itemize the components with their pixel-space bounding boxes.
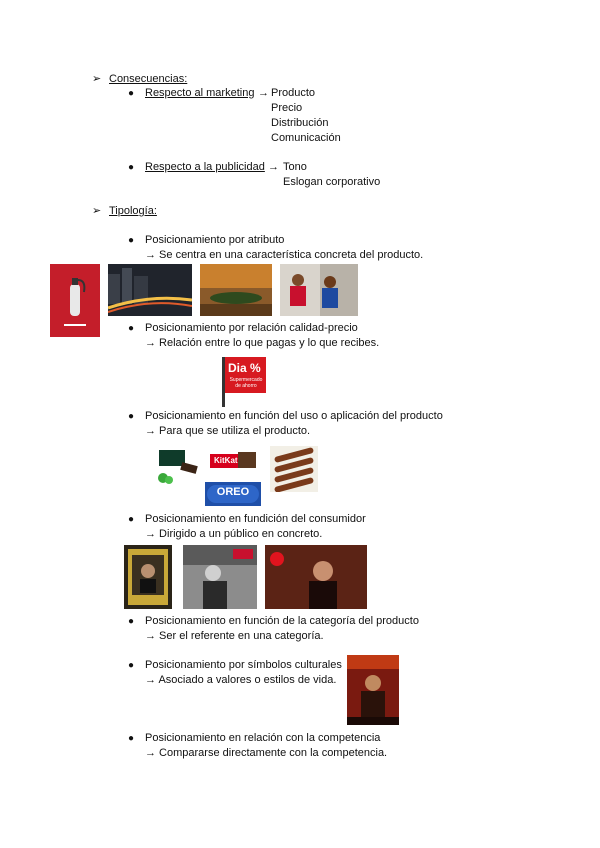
bullet-publicidad: ●: [128, 162, 135, 173]
type-description: → Compararse directamente con la competencia.: [145, 747, 388, 759]
marketing-item: Distribución: [271, 117, 329, 129]
type-title: Posicionamiento por símbolos culturales: [145, 659, 342, 671]
type-title: Posicionamiento en fundición del consumidor: [145, 513, 366, 525]
marketing-item: Comunicación: [271, 132, 341, 144]
bullet-type: ●: [128, 235, 135, 246]
section-marker-consecuencias: ➢: [92, 73, 102, 85]
oreo-label: OREO: [216, 486, 250, 498]
type-description: → Ser el referente en una categoría.: [145, 630, 324, 642]
type-title: Posicionamiento por relación calidad-precio: [145, 322, 358, 334]
mint-chocolate-image: [153, 446, 201, 486]
label-publicidad: Respecto a la publicidad: [145, 161, 265, 173]
bullet-marketing: ●: [128, 88, 135, 99]
landscape-ad-image: [200, 264, 272, 316]
heading-tipologia: Tipología:: [109, 205, 157, 217]
type-description: → Asociado a valores o estilos de vida.: [145, 674, 337, 686]
consumer-ad-image-1: [124, 545, 172, 609]
section-marker-tipologia: ➢: [92, 205, 102, 217]
consumer-ad-image-2: [183, 545, 257, 609]
dia-logo-image: [220, 355, 268, 407]
bullet-type: ●: [128, 323, 135, 334]
pretzel-snacks-image: [270, 446, 318, 492]
bullet-type: ●: [128, 660, 135, 671]
marketing-item: Producto: [271, 87, 316, 99]
type-title: Posicionamiento en función del uso o aplicación del producto: [145, 410, 443, 422]
soccer-players-image: [280, 264, 358, 316]
cultural-symbol-ad-image: [347, 655, 399, 725]
type-description: → Dirigido a un público en concreto.: [145, 528, 323, 540]
type-title: Posicionamiento por atributo: [145, 234, 285, 246]
bullet-type: ●: [128, 616, 135, 627]
bullet-type: ●: [128, 733, 135, 744]
bullet-type: ●: [128, 411, 135, 422]
label-marketing: Respecto al marketing: [145, 87, 255, 99]
type-description: → Para que se utiliza el producto.: [145, 425, 311, 437]
extinguisher-ad-image: [50, 264, 100, 337]
publicidad-item: Tono: [283, 161, 307, 173]
kitkat-image: [208, 448, 258, 474]
type-title: Posicionamiento en función de la categoría del producto: [145, 615, 419, 627]
arrow-publicidad: →: [268, 161, 279, 173]
type-description: → Relación entre lo que pagas y lo que recibes.: [145, 337, 380, 349]
consumer-ad-image-3: [265, 545, 367, 609]
type-description: → Se centra en una característica concreta del producto.: [145, 249, 424, 261]
city-traffic-image: [108, 264, 192, 316]
bullet-type: ●: [128, 514, 135, 525]
dia-logo-text: Dia %: [228, 361, 261, 375]
dia-tagline: Supermercado de ahorro: [229, 377, 263, 389]
oreo-image: [205, 482, 261, 506]
publicidad-item: Eslogan corporativo: [283, 176, 381, 188]
kitkat-label: KitKat: [214, 456, 238, 465]
arrow-marketing: →: [258, 87, 269, 99]
type-title: Posicionamiento en relación con la competencia: [145, 732, 381, 744]
heading-consecuencias: Consecuencias:: [109, 73, 188, 85]
marketing-item: Precio: [271, 102, 303, 114]
